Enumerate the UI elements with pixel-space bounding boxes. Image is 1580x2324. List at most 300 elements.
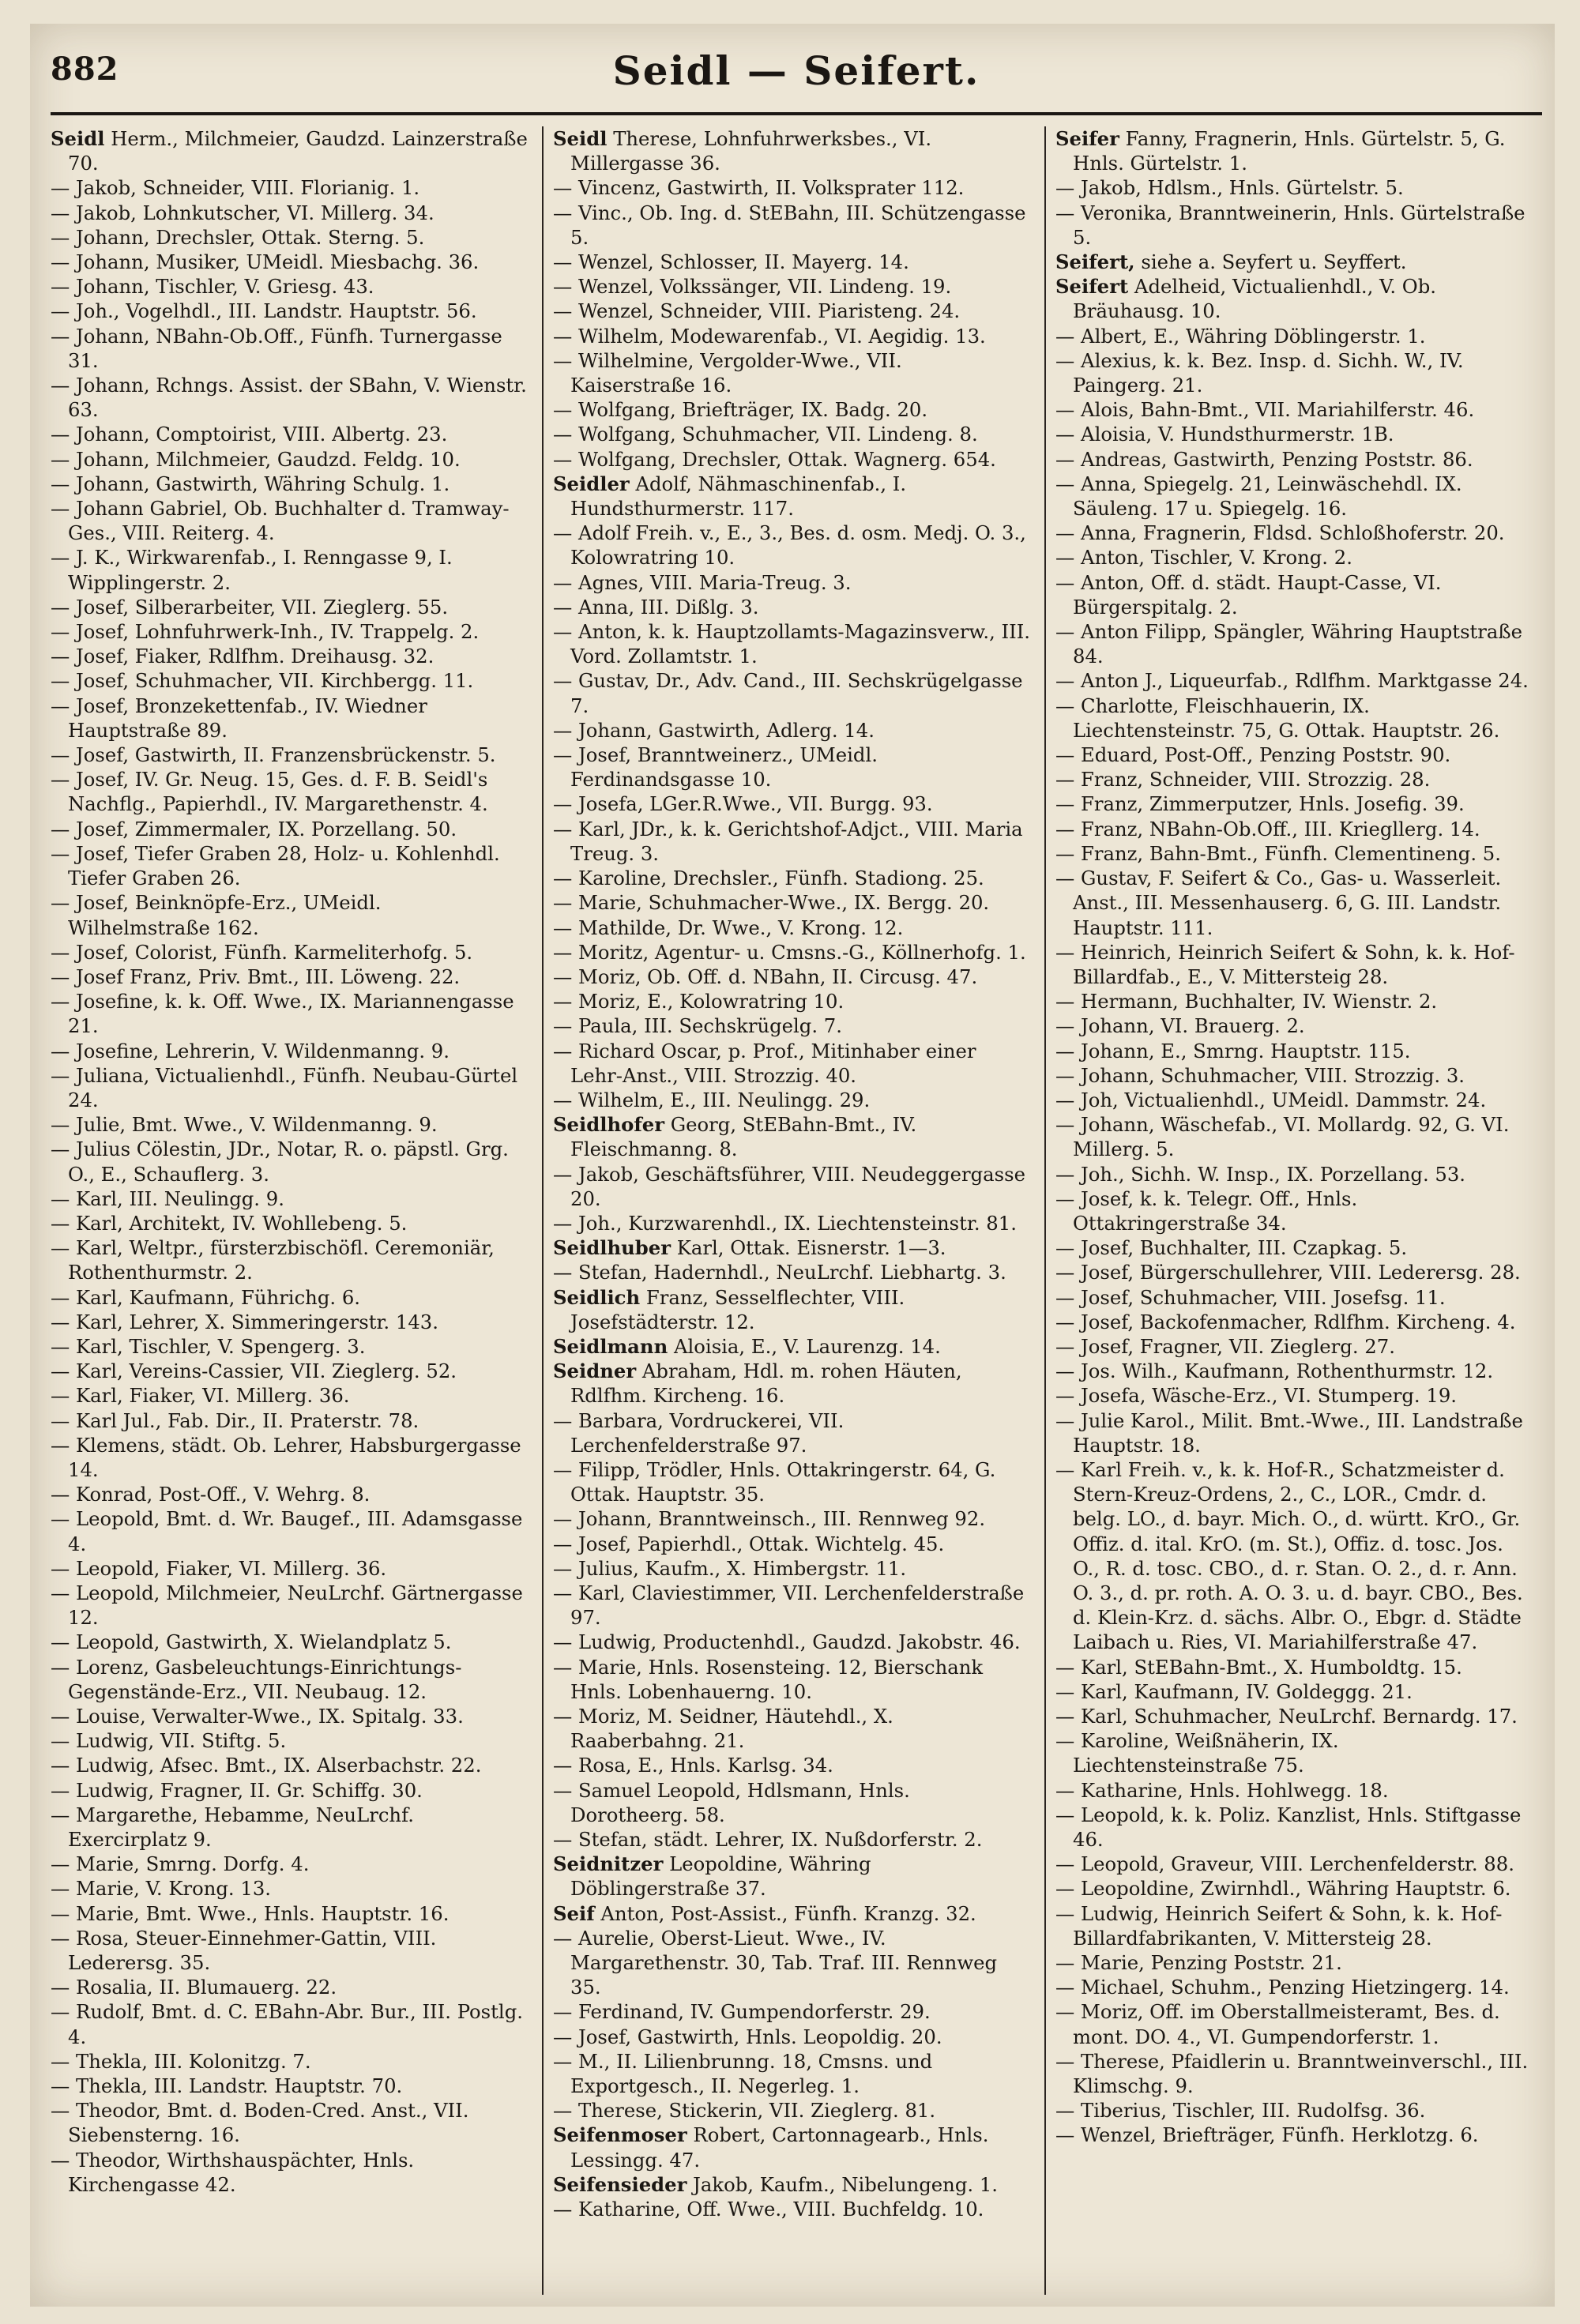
- entry-text: — Josef, Fiaker, Rdlfhm. Dreihausg. 32.: [51, 645, 434, 668]
- directory-entry: [1055, 1235, 1534, 1260]
- directory-entry: [51, 545, 529, 594]
- directory-entry: [1055, 472, 1534, 521]
- entry-text: — Josef, Silberarbeiter, VII. Zieglerg. 55.: [51, 595, 449, 619]
- surname-heading: Seidlhuber: [553, 1236, 672, 1260]
- entry-text: — Franz, Schneider, VIII. Strozzig. 28.: [1055, 768, 1431, 792]
- entry-text: — Julius, Kaufm., X. Himbergstr. 11.: [553, 1556, 907, 1580]
- directory-entry: [553, 916, 1032, 940]
- directory-entry: [553, 1088, 1032, 1112]
- entry-text: — Therese, Stickerin, VII. Zieglerg. 81.: [553, 2099, 936, 2123]
- entry-text: Franz, Sesselflechter, VIII. Josefstädterstr. 12.: [570, 1285, 905, 1333]
- entry-text: — Josef, Schuhmacher, VIII. Josefsg. 11.: [1055, 1285, 1446, 1309]
- entry-text: siehe a. Seyfert u. Seyffert.: [1134, 250, 1407, 274]
- directory-entry: [51, 1112, 529, 1137]
- entry-text: — Vincenz, Gastwirth, II. Volksprater 112.: [553, 176, 965, 200]
- directory-entry: [1055, 1088, 1534, 1112]
- entry-text: — Anna, Fragnerin, Fldsd. Schloßhoferstr. 20.: [1055, 521, 1505, 545]
- directory-entry: [51, 1506, 529, 1555]
- entry-text: — Konrad, Post-Off., V. Wehrg. 8.: [51, 1483, 371, 1506]
- entry-text: — Josef, k. k. Telegr. Off., Hnls. Ottakringerstraße 34.: [1055, 1186, 1358, 1235]
- entry-text: Anton, Post-Assist., Fünfh. Kranzg. 32.: [594, 1901, 976, 1925]
- directory-entry: [1055, 1112, 1534, 1161]
- directory-entry: [1055, 743, 1534, 767]
- entry-text: — Johann, VI. Brauerg. 2.: [1055, 1014, 1305, 1038]
- entry-text: — Samuel Leopold, Hdlsmann, Hnls. Dorotheerg. 58.: [553, 1778, 910, 1826]
- column-1: [51, 126, 529, 2295]
- entry-text: — Katharine, Off. Wwe., VIII. Buchfeldg. 10.: [553, 2198, 984, 2221]
- surname-heading: Seidler: [553, 472, 630, 495]
- entry-text: — Josef, Zimmermaler, IX. Porzellang. 50.: [51, 817, 457, 840]
- entry-text: — Anton, Off. d. städt. Haupt-Casse, VI. Bürgerspitalg. 2.: [1055, 570, 1442, 619]
- entry-text: — Wolfgang, Drechsler, Ottak. Wagnerg. 654.: [553, 447, 996, 471]
- directory-entry: [553, 348, 1032, 397]
- entry-text: — Agnes, VIII. Maria-Treug. 3.: [553, 570, 852, 594]
- directory-entry: [51, 1137, 529, 1186]
- entry-text: — Karl, Weltpr., fürsterzbischöfl. Ceremoniär, Rothenthurmstr. 2.: [51, 1236, 495, 1284]
- directory-entry: [553, 1359, 1032, 1408]
- directory-entry: [51, 373, 529, 422]
- entry-text: — Rudolf, Bmt. d. C. EBahn-Abr. Bur., III. Postlg. 4.: [51, 2000, 523, 2048]
- directory-entry: [1055, 1383, 1534, 1408]
- entry-text: — Karl, Schuhmacher, NeuLrchf. Bernardg. 17.: [1055, 1705, 1518, 1728]
- column-2: [553, 126, 1032, 2295]
- directory-entry: [553, 1408, 1032, 1457]
- entry-text: — Ludwig, VII. Stiftg. 5.: [51, 1729, 287, 1753]
- entry-text: — Anton, k. k. Hauptzollamts-Magazinsverw., III. Vord. Zollamtstr. 1.: [553, 620, 1031, 668]
- entry-text: — Gustav, F. Seifert & Co., Gas- u. Wasserleit. Anst., III. Messenhauserg. 6, G. III. Landstr. Hauptstr. 111.: [1055, 867, 1502, 939]
- surname-heading: Seidner: [553, 1359, 637, 1383]
- entry-text: — Julie Karol., Milit. Bmt.-Wwe., III. Landstraße Hauptstr. 18.: [1055, 1408, 1523, 1457]
- directory-entry: [51, 1482, 529, 1506]
- directory-entry: [553, 2025, 1032, 2049]
- directory-entry: [51, 175, 529, 200]
- entry-text: — Jakob, Lohnkutscher, VI. Millerg. 34.: [51, 201, 434, 224]
- directory-entry: [553, 397, 1032, 422]
- entry-text: — Jakob, Geschäftsführer, VIII. Neudeggergasse 20.: [553, 1162, 1025, 1210]
- directory-entry: [553, 2049, 1032, 2098]
- directory-entry: [51, 299, 529, 323]
- entry-text: — Ludwig, Heinrich Seifert & Sohn, k. k. Hof-Billardfabrikanten, V. Mittersteig 28.: [1055, 1901, 1503, 1950]
- directory-entry: [51, 817, 529, 841]
- entry-text: — Josef, Schuhmacher, VII. Kirchbergg. 11.: [51, 669, 474, 693]
- directory-entry: [553, 250, 1032, 274]
- entry-text: — M., II. Lilienbrunng. 18, Cmsns. und Exportgesch., II. Negerleg. 1.: [553, 2049, 933, 2098]
- entry-text: — Eduard, Post-Off., Penzing Poststr. 90.: [1055, 743, 1451, 767]
- directory-entry: [1055, 940, 1534, 989]
- directory-entry: [51, 619, 529, 644]
- directory-entry: [51, 2074, 529, 2098]
- directory-entry: [51, 1704, 529, 1728]
- entry-text: — Gustav, Dr., Adv. Cand., III. Sechskrügelgasse 7.: [553, 669, 1023, 717]
- entry-text: — Vinc., Ob. Ing. d. StEBahn, III. Schützengasse 5.: [553, 201, 1026, 249]
- directory-entry: [553, 595, 1032, 619]
- directory-entry: [51, 595, 529, 619]
- directory-entry: [553, 447, 1032, 472]
- entry-text: — Josef, Beinknöpfe-Erz., UMeidl. Wilhelmstraße 162.: [51, 891, 382, 939]
- directory-entry: [51, 767, 529, 816]
- entry-text: — Karl Freih. v., k. k. Hof-R., Schatzmeister d. Stern-Kreuz-Ordens, 2., C., LOR., Cmdr. d. belg. LO., d. bayr. Mich. O., d. württ. KrO., Gr. Offiz. d. ital. KrO. (m. St.), Offiz. d. tosc. Jos. O., R. d. tosc. CBO., d. r. Stan. O. 2., d. r. Ann. O. 3., d. pr. roth. A. O. 3. u. d. bayr. CBO., Bes. d. Klein-Krz. d. sächs. Albr. O., Ebgr. d. Städte Laibach u. Ries, VI. Mariahilferstraße 47.: [1055, 1457, 1523, 1654]
- directory-entry: [1055, 619, 1534, 668]
- entry-text: — Theodor, Bmt. d. Boden-Cred. Anst., VII. Siebensterng. 16.: [51, 2099, 469, 2147]
- directory-entry: [1055, 521, 1534, 545]
- directory-entry: [553, 668, 1032, 717]
- directory-entry: [51, 1186, 529, 1211]
- page-number: 882: [51, 51, 119, 88]
- entry-text: — Karl, Kaufmann, IV. Goldeggg. 21.: [1055, 1679, 1413, 1703]
- directory-entry: [51, 1063, 529, 1112]
- directory-entry: [51, 1655, 529, 1704]
- directory-entry: [1055, 1852, 1534, 1876]
- surname-heading: Seifenmoser: [553, 2123, 687, 2147]
- directory-entry: [1055, 1186, 1534, 1235]
- directory-entry: [1055, 570, 1534, 619]
- entry-text: — J. K., Wirkwarenfab., I. Renngasse 9, I. Wipplingerstr. 2.: [51, 546, 453, 594]
- entry-text: Leopoldine, Währing Döblingerstraße 37.: [570, 1852, 871, 1901]
- entry-text: — Leopold, k. k. Poliz. Kanzlist, Hnls. Stiftgasse 46.: [1055, 1803, 1522, 1852]
- directory-entry: [553, 1827, 1032, 1852]
- directory-entry: [51, 1753, 529, 1777]
- directory-entry: [51, 1852, 529, 1876]
- directory-entry: [51, 2049, 529, 2074]
- directory-entry: [553, 1013, 1032, 1038]
- directory-entry: [51, 743, 529, 767]
- entry-text: — Johann, Branntweinsch., III. Rennweg 92.: [553, 1507, 986, 1531]
- entry-text: Herm., Milchmeier, Gaudzd. Lainzerstraße 70.: [68, 127, 528, 175]
- directory-entry: [553, 1506, 1032, 1531]
- entry-text: — Paula, III. Sechskrügelg. 7.: [553, 1014, 842, 1038]
- entry-text: — Johann, Milchmeier, Gaudzd. Feldg. 10.: [51, 447, 461, 471]
- directory-entry: [553, 890, 1032, 915]
- entry-text: — Karoline, Drechsler., Fünfh. Stadiong. 25.: [553, 867, 984, 890]
- entry-text: — Anton J., Liqueurfab., Rdlfhm. Marktgasse 24.: [1055, 669, 1529, 693]
- directory-entry: [553, 1112, 1032, 1161]
- surname-heading: Seidl: [51, 127, 105, 150]
- directory-entry: [1055, 1162, 1534, 1186]
- entry-text: — Marie, Penzing Poststr. 21.: [1055, 1951, 1342, 1975]
- running-title: Seidl — Seifert.: [612, 47, 980, 94]
- directory-entry: [1055, 348, 1534, 397]
- entry-text: — Anton, Tischler, V. Krong. 2.: [1055, 546, 1352, 570]
- directory-entry: [1055, 1950, 1534, 1975]
- entry-text: — Marie, Hnls. Rosensteing. 12, Bierschank Hnls. Lobenhauerng. 10.: [553, 1655, 984, 1703]
- entry-text: — Karl, Fiaker, VI. Millerg. 36.: [51, 1384, 350, 1408]
- directory-entry: [1055, 989, 1534, 1013]
- entry-text: — Stefan, städt. Lehrer, IX. Nußdorferstr. 2.: [553, 1828, 983, 1852]
- entry-text: — Theodor, Wirthshauspächter, Hnls. Kirchengasse 42.: [51, 2148, 415, 2196]
- directory-entry: [1055, 1334, 1534, 1359]
- directory-entry: [51, 447, 529, 472]
- directory-entry: [1055, 1310, 1534, 1334]
- entry-text: — Moritz, Agentur- u. Cmsns.-G., Köllnerhofg. 1.: [553, 940, 1026, 964]
- directory-entry: [553, 1926, 1032, 2000]
- header-rule: [51, 112, 1542, 115]
- directory-entry: [1055, 668, 1534, 693]
- directory-entry: [553, 1999, 1032, 2024]
- directory-entry: [51, 1999, 529, 2048]
- entry-text: — Johann, Comptoirist, VIII. Albertg. 23.: [51, 423, 448, 446]
- entry-text: — Anna, III. Dißlg. 3.: [553, 595, 759, 619]
- directory-entry: [553, 1556, 1032, 1581]
- directory-entry: [1055, 792, 1534, 816]
- directory-entry: [1055, 397, 1534, 422]
- directory-entry: [553, 989, 1032, 1013]
- directory-entry: [553, 619, 1032, 668]
- entry-text: — Wenzel, Volkssänger, VII. Lindeng. 19.: [553, 275, 952, 299]
- entry-text: — Johann Gabriel, Ob. Buchhalter d. Tramway-Ges., VIII. Reiterg. 4.: [51, 497, 510, 545]
- directory-entry: [553, 940, 1032, 965]
- directory-entry: [51, 1778, 529, 1803]
- directory-entry: [1055, 1408, 1534, 1457]
- directory-entry: [51, 324, 529, 373]
- directory-entry: [553, 1655, 1032, 1704]
- entry-text: — Marie, Bmt. Wwe., Hnls. Hauptstr. 16.: [51, 1901, 450, 1925]
- entry-text: — Leopold, Milchmeier, NeuLrchf. Gärtnergasse 12.: [51, 1581, 523, 1630]
- directory-entry: [553, 1235, 1032, 1260]
- directory-entry: [1055, 175, 1534, 200]
- entry-text: — Josef, Bürgerschullehrer, VIII. Lederersg. 28.: [1055, 1261, 1521, 1284]
- directory-entry: [51, 1235, 529, 1284]
- surname-heading: Seidnitzer: [553, 1852, 664, 1876]
- directory-entry: [51, 1630, 529, 1654]
- entry-text: — Joh., Vogelhdl., III. Landstr. Hauptstr. 56.: [51, 299, 477, 323]
- entry-text: — Leopold, Graveur, VIII. Lerchenfelderstr. 88.: [1055, 1852, 1514, 1876]
- directory-entry: [1055, 694, 1534, 743]
- directory-entry: [553, 1704, 1032, 1753]
- directory-entry: [51, 694, 529, 743]
- directory-entry: [553, 2197, 1032, 2221]
- entry-text: Karl, Ottak. Eisnerstr. 1—3.: [671, 1236, 946, 1260]
- entry-text: — Alexius, k. k. Bez. Insp. d. Sichh. W., IV. Paingerg. 21.: [1055, 348, 1464, 397]
- entry-text: — Karl, JDr., k. k. Gerichtshof-Adjct., VIII. Maria Treug. 3.: [553, 817, 1023, 865]
- directory-entry: [553, 1457, 1032, 1506]
- entry-text: — Karl, Vereins-Cassier, VII. Zieglerg. 52.: [51, 1359, 457, 1383]
- directory-entry: [51, 2148, 529, 2197]
- directory-entry: [553, 1532, 1032, 1556]
- directory-entry: [1055, 1999, 1534, 2048]
- directory-entry: [51, 1433, 529, 1482]
- entry-text: Georg, StEBahn-Bmt., IV. Fleischmanng. 8.: [570, 1113, 917, 1161]
- directory-entry: [1055, 1778, 1534, 1803]
- directory-entry: [1055, 2123, 1534, 2147]
- entry-text: Therese, Lohnfuhrwerksbes., VI. Millergasse 36.: [570, 127, 932, 175]
- surname-heading: Seif: [553, 1901, 595, 1925]
- entry-text: — Josef, Backofenmacher, Rdlfhm. Kircheng. 4.: [1055, 1310, 1516, 1333]
- directory-entry: [1055, 1013, 1534, 1038]
- entry-text: — Marie, Schuhmacher-Wwe., IX. Bergg. 20.: [553, 891, 990, 915]
- directory-entry: [51, 1310, 529, 1334]
- directory-entry: [553, 1630, 1032, 1654]
- directory-entry: [51, 841, 529, 890]
- entry-text: — Richard Oscar, p. Prof., Mitinhaber einer Lehr-Anst., VIII. Strozzig. 40.: [553, 1039, 976, 1087]
- entry-text: — Mathilde, Dr. Wwe., V. Krong. 12.: [553, 916, 904, 939]
- directory-entry: [51, 1408, 529, 1433]
- directory-entry: [553, 866, 1032, 890]
- entry-text: — Therese, Pfaidlerin u. Branntweinverschl., III. Klimschg. 9.: [1055, 2049, 1529, 2098]
- entry-text: — Charlotte, Fleischhauerin, IX. Liechtensteinstr. 75, G. Ottak. Hauptstr. 26.: [1055, 694, 1500, 742]
- directory-entry: [51, 668, 529, 693]
- entry-text: — Margarethe, Hebamme, NeuLrchf. Exercirplatz 9.: [51, 1803, 414, 1852]
- directory-entry: [1055, 1975, 1534, 1999]
- directory-entry: [1055, 126, 1534, 175]
- directory-entry: [1055, 1679, 1534, 1704]
- entry-text: — Josefa, LGer.R.Wwe., VII. Burgg. 93.: [553, 792, 933, 816]
- entry-text: — Filipp, Trödler, Hnls. Ottakringerstr. 64, G. Ottak. Hauptstr. 35.: [553, 1457, 996, 1506]
- entry-text: — Josefine, Lehrerin, V. Wildenmanng. 9.: [51, 1039, 450, 1062]
- surname-heading: Seifert,: [1055, 250, 1135, 274]
- entry-text: Abraham, Hdl. m. rohen Häuten, Rdlfhm. Kircheng. 16.: [570, 1359, 962, 1408]
- entry-text: — Joh., Sichh. W. Insp., IX. Porzellang. 53.: [1055, 1162, 1466, 1186]
- directory-entry: [553, 570, 1032, 595]
- entry-text: — Wilhelm, E., III. Neulingg. 29.: [553, 1088, 871, 1111]
- entry-text: — Josef, Colorist, Fünfh. Karmeliterhofg. 5.: [51, 940, 473, 964]
- entry-text: — Josef, Papierhdl., Ottak. Wichtelg. 45.: [553, 1532, 945, 1555]
- entry-text: — Karl, Kaufmann, Führichg. 6.: [51, 1285, 361, 1309]
- entry-text: — Josef Franz, Priv. Bmt., III. Löweng. 22.: [51, 965, 461, 988]
- entry-text: Fanny, Fragnerin, Hnls. Gürtelstr. 5, G. Hnls. Gürtelstr. 1.: [1073, 127, 1506, 175]
- directory-entry: [51, 1334, 529, 1359]
- entry-text: — Johann, Gastwirth, Währing Schulg. 1.: [51, 472, 450, 495]
- directory-entry: [1055, 1039, 1534, 1063]
- directory-entry: [553, 2098, 1032, 2123]
- entry-text: — Thekla, III. Landstr. Hauptstr. 70.: [51, 2074, 403, 2098]
- directory-entry: [51, 2098, 529, 2147]
- entry-text: Aloisia, E., V. Laurenzg. 14.: [668, 1334, 941, 1358]
- entry-text: — Karl, Architekt, IV. Wohllebeng. 5.: [51, 1211, 408, 1235]
- directory-entry: [1055, 767, 1534, 792]
- entry-text: — Johann, Rchngs. Assist. der SBahn, V. Wienstr. 63.: [51, 374, 527, 422]
- directory-entry: [51, 496, 529, 545]
- entry-text: — Wolfgang, Schuhmacher, VII. Lindeng. 8.: [553, 423, 978, 446]
- entry-text: — Thekla, III. Kolonitzg. 7.: [51, 2049, 311, 2073]
- directory-entry: [1055, 866, 1534, 940]
- surname-heading: Seidlmann: [553, 1334, 668, 1358]
- entry-text: — Jos. Wilh., Kaufmann, Rothenthurmstr. 12.: [1055, 1359, 1494, 1383]
- entry-text: — Jakob, Hdlsm., Hnls. Gürtelstr. 5.: [1055, 176, 1404, 200]
- directory-entry: [51, 1211, 529, 1235]
- page-header: [51, 47, 1542, 104]
- entry-text: — Josefa, Wäsche-Erz., VI. Stumperg. 19.: [1055, 1384, 1458, 1408]
- entry-text: — Josef, Branntweinerz., UMeidl. Ferdinandsgasse 10.: [553, 743, 878, 792]
- entry-text: — Ludwig, Afsec. Bmt., IX. Alserbachstr. 22.: [51, 1754, 482, 1777]
- entry-text: — Karl, Lehrer, X. Simmeringerstr. 143.: [51, 1310, 438, 1333]
- directory-entry: [1055, 1803, 1534, 1852]
- directory-entry: [51, 201, 529, 225]
- entry-text: — Johann, Schuhmacher, VIII. Strozzig. 3.: [1055, 1063, 1465, 1087]
- entry-text: — Josef, Bronzekettenfab., IV. Wiedner Hauptstraße 89.: [51, 694, 427, 742]
- directory-entry: [1055, 447, 1534, 472]
- entry-text: — Franz, Bahn-Bmt., Fünfh. Clementineng. 5.: [1055, 841, 1501, 865]
- entry-text: — Juliana, Victualienhdl., Fünfh. Neubau-Gürtel 24.: [51, 1063, 518, 1111]
- entry-text: — Johann, Gastwirth, Adlerg. 14.: [553, 718, 875, 742]
- entry-text: — Joh, Victualienhdl., UMeidl. Dammstr. 24.: [1055, 1088, 1487, 1111]
- directory-entry: [553, 2123, 1032, 2172]
- entry-text: — Andreas, Gastwirth, Penzing Poststr. 86.: [1055, 447, 1473, 471]
- surname-heading: Seifer: [1055, 127, 1119, 150]
- directory-entry: [1055, 1655, 1534, 1679]
- directory-entry: [51, 472, 529, 496]
- entry-text: Adolf, Nähmaschinenfab., I. Hundsthurmerstr. 117.: [570, 472, 907, 521]
- entry-text: Robert, Cartonnagearb., Hnls. Lessingg. 47.: [570, 2123, 989, 2172]
- directory-entry: [553, 1162, 1032, 1211]
- entry-text: — Wenzel, Briefträger, Fünfh. Herklotzg. 6.: [1055, 2123, 1479, 2147]
- entry-text: — Josef, Gastwirth, Hnls. Leopoldig. 20.: [553, 2025, 942, 2048]
- surname-heading: Seifensieder: [553, 2172, 687, 2196]
- directory-entry: [1055, 817, 1534, 841]
- surname-heading: Seidl: [553, 127, 608, 150]
- directory-entry: [553, 1039, 1032, 1088]
- directory-entry: [51, 1728, 529, 1753]
- entry-text: — Leopold, Fiaker, VI. Millerg. 36.: [51, 1556, 387, 1580]
- entry-text: — Heinrich, Heinrich Seifert & Sohn, k. k. Hof-Billardfab., E., V. Mittersteig 28.: [1055, 940, 1515, 988]
- entry-text: — Klemens, städt. Ob. Lehrer, Habsburgergasse 14.: [51, 1433, 521, 1481]
- directory-entry: [1055, 2098, 1534, 2123]
- directory-entry: [553, 1581, 1032, 1630]
- entry-text: — Hermann, Buchhalter, IV. Wienstr. 2.: [1055, 990, 1438, 1013]
- entry-text: — Veronika, Branntweinerin, Hnls. Gürtelstraße 5.: [1055, 201, 1525, 249]
- directory-entry: [51, 1383, 529, 1408]
- entry-text: — Johann, Wäschefab., VI. Mollardg. 92, G. VI. Millerg. 5.: [1055, 1113, 1510, 1161]
- entry-text: — Aurelie, Oberst-Lieut. Wwe., IV. Margarethenstr. 30, Tab. Traf. III. Rennweg 35.: [553, 1926, 998, 1999]
- entry-text: — Moriz, Ob. Off. d. NBahn, II. Circusg. 47.: [553, 965, 978, 988]
- entry-text: Jakob, Kaufm., Nibelungeng. 1.: [687, 2172, 999, 2196]
- entry-text: — Katharine, Hnls. Hohlwegg. 18.: [1055, 1778, 1389, 1802]
- entry-text: — Lorenz, Gasbeleuchtungs-Einrichtungs-Gegenstände-Erz., VII. Neubaug. 12.: [51, 1655, 462, 1703]
- directory-entry: [1055, 1901, 1534, 1950]
- directory-entry: [51, 274, 529, 299]
- entry-text: — Leopold, Bmt. d. Wr. Baugef., III. Adamsgasse 4.: [51, 1507, 523, 1555]
- directory-entry: [553, 965, 1032, 989]
- directory-page: [30, 24, 1555, 2307]
- directory-entry: [1055, 1063, 1534, 1088]
- entry-text: — Wilhelmine, Vergolder-Wwe., VII. Kaiserstraße 16.: [553, 348, 902, 397]
- directory-entry: [553, 1285, 1032, 1334]
- directory-entry: [553, 817, 1032, 866]
- entry-text: — Johann, E., Smrng. Hauptstr. 115.: [1055, 1039, 1411, 1062]
- entry-text: — Moriz, E., Kolowratring 10.: [553, 990, 845, 1013]
- entry-text: — Johann, Musiker, UMeidl. Miesbachg. 36.: [51, 250, 480, 274]
- entry-text: — Josef, Gastwirth, II. Franzensbrückenstr. 5.: [51, 743, 496, 767]
- directory-entry: [51, 1901, 529, 1926]
- entry-text: — Josef, IV. Gr. Neug. 15, Ges. d. F. B. Seidl's Nachflg., Papierhdl., IV. Margarethenstr. 4.: [51, 768, 488, 816]
- entry-text: — Franz, NBahn-Ob.Off., III. Kriegllerg. 14.: [1055, 817, 1480, 840]
- entry-text: — Barbara, Vordruckerei, VII. Lerchenfelderstraße 97.: [553, 1408, 845, 1457]
- directory-entry: [553, 126, 1032, 175]
- directory-entry: [51, 644, 529, 668]
- entry-text: — Josef, Buchhalter, III. Czapkag. 5.: [1055, 1236, 1408, 1260]
- entry-text: — Ferdinand, IV. Gumpendorferstr. 29.: [553, 2000, 931, 2024]
- entry-text: — Johann, Tischler, V. Griesg. 43.: [51, 275, 374, 299]
- directory-entry: [51, 989, 529, 1038]
- entry-text: — Tiberius, Tischler, III. Rudolfsg. 36.: [1055, 2099, 1426, 2123]
- entry-text: — Rosa, E., Hnls. Karlsg. 34.: [553, 1754, 833, 1777]
- directory-entry: [51, 890, 529, 939]
- entry-text: — Josef, Fragner, VII. Zieglerg. 27.: [1055, 1334, 1395, 1358]
- directory-entry: [51, 1359, 529, 1383]
- entry-text: — Rosa, Steuer-Einnehmer-Gattin, VIII. Lederersg. 35.: [51, 1926, 437, 1975]
- directory-entry: [553, 1753, 1032, 1777]
- entry-text: — Ludwig, Fragner, II. Gr. Schiffg. 30.: [51, 1778, 423, 1802]
- directory-entry: [51, 225, 529, 250]
- directory-entry: [51, 1556, 529, 1581]
- directory-entry: [1055, 545, 1534, 570]
- directory-entry: [1055, 201, 1534, 250]
- directory-entry: [553, 718, 1032, 743]
- entry-text: — Julius Cölestin, JDr., Notar, R. o. päpstl. Grg. O., E., Schauflerg. 3.: [51, 1138, 509, 1186]
- directory-entry: [51, 940, 529, 965]
- directory-entry: [51, 1803, 529, 1852]
- directory-entry: [553, 1211, 1032, 1235]
- directory-entry: [553, 1260, 1032, 1284]
